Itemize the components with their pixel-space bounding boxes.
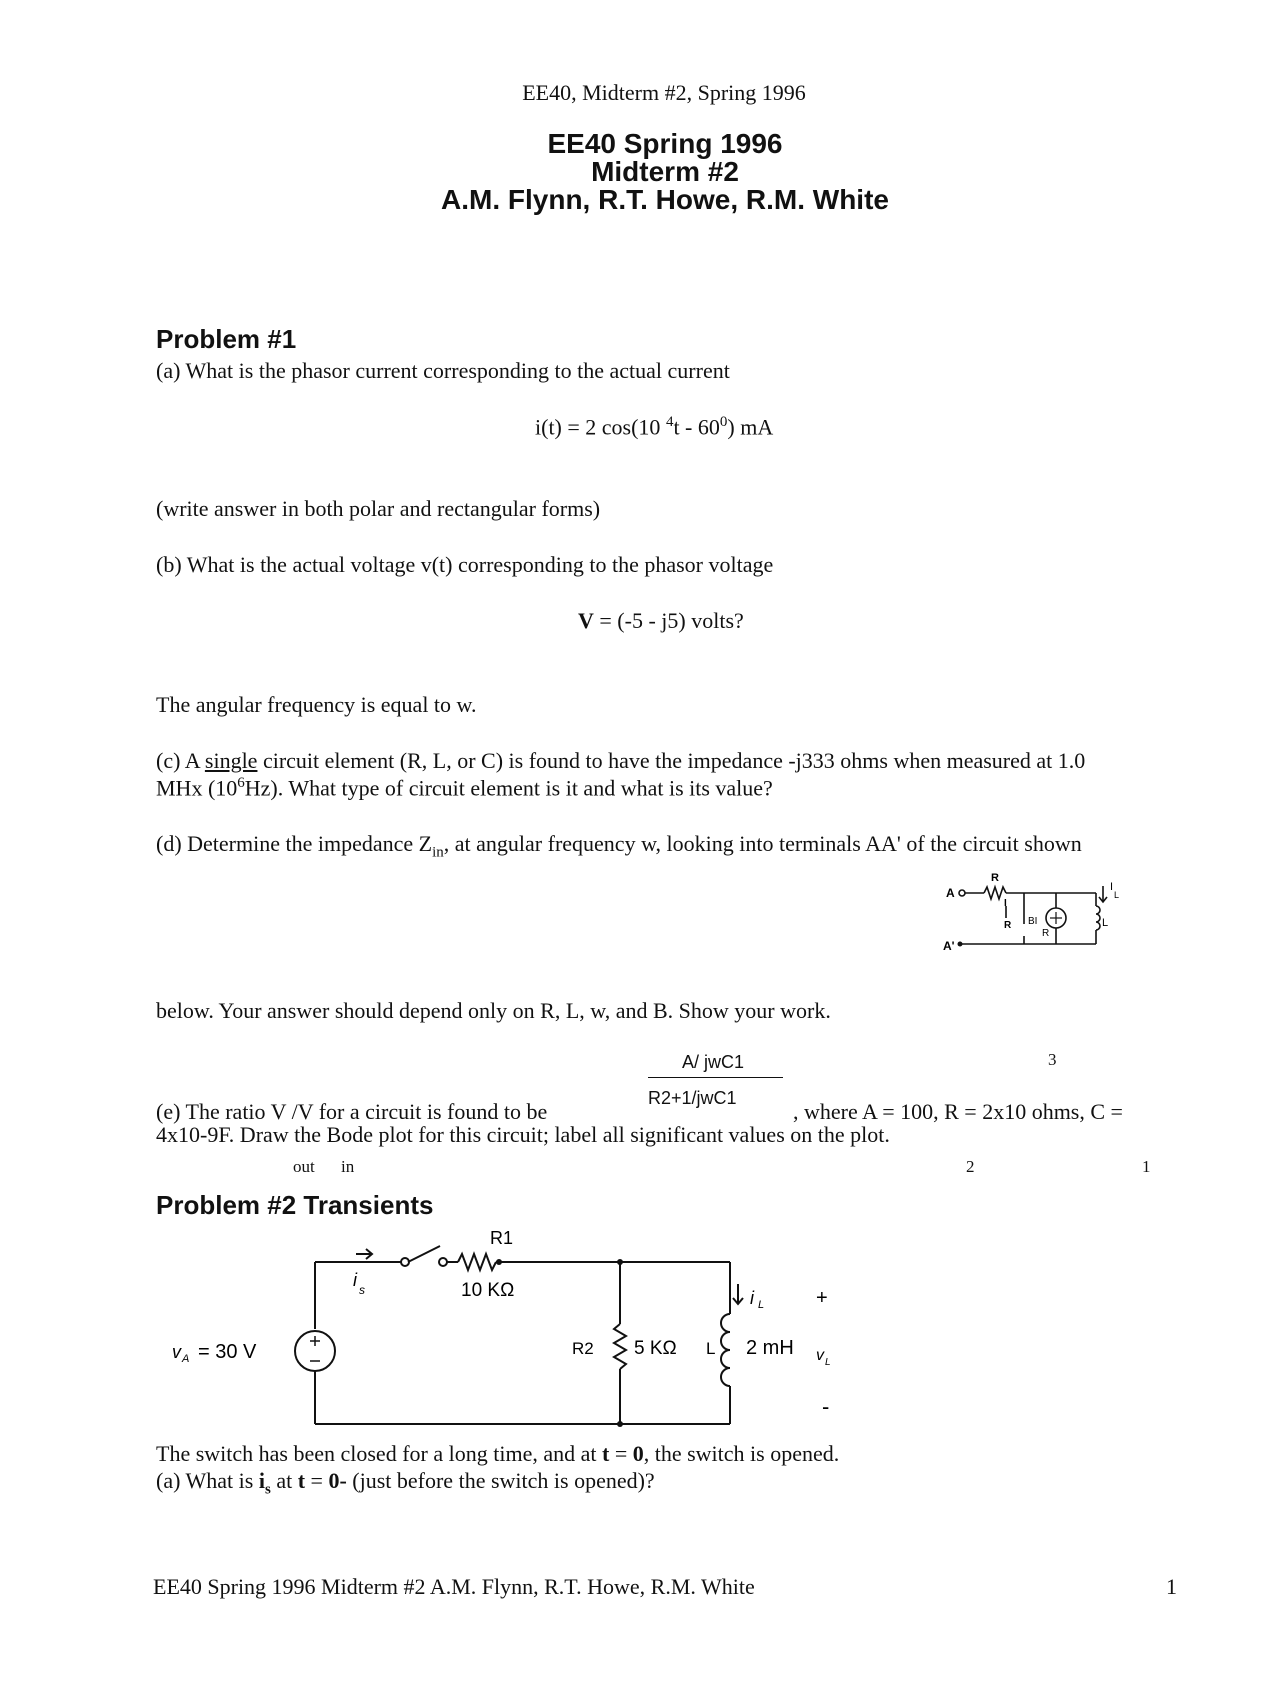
circuit-d-label-A-prime: A' xyxy=(943,939,955,953)
problem1e-fraction-bar xyxy=(648,1077,783,1078)
problem1e-text-right: , where A = 100, R = 2x10 ohms, C = xyxy=(793,1099,1123,1124)
problem1-heading: Problem #1 xyxy=(156,324,297,354)
circuit2-label-is: i xyxy=(353,1270,357,1290)
running-header: EE40, Midterm #2, Spring 1996 xyxy=(522,80,806,105)
circuit2-label-plus: + xyxy=(816,1287,828,1309)
circuit-d-label-IR-sub: R xyxy=(1004,920,1012,931)
circuit-d-label-source: BI xyxy=(1028,916,1038,927)
problem1d-circuit xyxy=(940,866,1120,966)
exam-title: EE40 Spring 1996 xyxy=(547,128,783,159)
circuit2-label-R1-value: 10 KΩ xyxy=(461,1280,515,1301)
problem1e-sub-1: 1 xyxy=(1142,1157,1151,1176)
problem2-text-1: The switch has been closed for a long time, and at t = 0, the switch is opened. xyxy=(156,1441,840,1466)
circuit-d-label-source-sub: R xyxy=(1042,928,1050,939)
problem1e-fraction-denominator: R2+1/jwC1 xyxy=(648,1088,737,1108)
circuit-d-label-L: L xyxy=(1102,917,1109,929)
circuit2-label-iL-sub: L xyxy=(758,1299,765,1311)
problem1a-text: (a) What is the phasor current corresponding to the actual current xyxy=(156,358,730,383)
problem1e-sub-2: 2 xyxy=(966,1157,975,1176)
problem1b-equation: V = (-5 - j5) volts? xyxy=(578,608,744,633)
circuit2-label-vA-sub: A xyxy=(182,1353,190,1365)
problem1e-sub-out: out xyxy=(293,1157,315,1176)
circuit2-label-iL: i xyxy=(750,1288,754,1308)
problem2-question-a: (a) What is $i_s$ at t = 0- (just before the switch is opened)? xyxy=(156,1468,655,1498)
circuit-d-label-A: A xyxy=(946,886,955,900)
problem1b-note: The angular frequency is equal to w. xyxy=(156,692,477,717)
problem1e-exponent-3: 3 xyxy=(1048,1050,1057,1069)
problem2-circuit xyxy=(160,1224,880,1444)
problem1d-text-line2: below. Your answer should depend only on R, L, w, and B. Show your work. xyxy=(156,998,831,1023)
problem1e-text: (e) The ratio V /V for a circuit is found to be xyxy=(156,1099,548,1124)
circuit2-label-vL-sub: L xyxy=(825,1357,831,1368)
problem2-heading: Problem #2 Transients xyxy=(156,1190,434,1220)
circuit2-label-vA: v xyxy=(172,1342,181,1362)
problem1a-note: (write answer in both polar and rectangular forms) xyxy=(156,496,601,521)
circuit2-label-L: L xyxy=(706,1339,716,1358)
problem1e-sub-in: in xyxy=(341,1157,355,1176)
problem1e-fraction-numerator: A/ jwC1 xyxy=(682,1052,745,1072)
circuit2-label-R2-value: 5 KΩ xyxy=(634,1338,677,1359)
problem1d-text: (d) Determine the impedance $Z_{in}$, at angular frequency w, looking into terminals AA' of the circuit shown xyxy=(156,831,1082,861)
problem1b-text: (b) What is the actual voltage v(t) corresponding to the phasor voltage xyxy=(156,552,774,577)
circuit2-label-R2: R2 xyxy=(572,1339,594,1358)
circuit2-label-is-sub: s xyxy=(359,1283,365,1297)
circuit-d-label-R: R xyxy=(991,872,999,884)
problem1a-equation: i(t) = 2 cos(10 $^4t - 60^0$) mA xyxy=(535,414,774,440)
exam-subtitle: Midterm #2 xyxy=(591,156,739,187)
circuit2-label-vA-value: = 30 V xyxy=(198,1341,257,1363)
circuit-d-label-IL: I xyxy=(1110,881,1114,893)
problem1e-text-line2: 4x10-9F. Draw the Bode plot for this circuit; label all significant values on the plot. xyxy=(156,1122,890,1147)
circuit-d-label-IR: I xyxy=(1004,898,1007,909)
footer-text: EE40 Spring 1996 Midterm #2 A.M. Flynn, R.T. Howe, R.M. White xyxy=(153,1574,755,1599)
problem1c-text: (c) A single circuit element (R, L, or C) is found to have the impedance -j333 ohms when measured at 1.0 xyxy=(156,748,1086,773)
exam-authors: A.M. Flynn, R.T. Howe, R.M. White xyxy=(441,184,889,215)
problem1c-text-line2: MHx $(10^6Hz)$. What type of circuit element is it and what is its value? xyxy=(156,775,773,801)
page-number: 1 xyxy=(1166,1574,1177,1599)
circuit2-label-L-value: 2 mH xyxy=(746,1337,794,1359)
circuit2-label-R1: R1 xyxy=(490,1228,514,1248)
circuit-d-label-IL-sub: L xyxy=(1114,890,1120,900)
circuit2-label-vL: v xyxy=(816,1347,824,1364)
circuit2-label-minus: - xyxy=(822,1394,830,1419)
